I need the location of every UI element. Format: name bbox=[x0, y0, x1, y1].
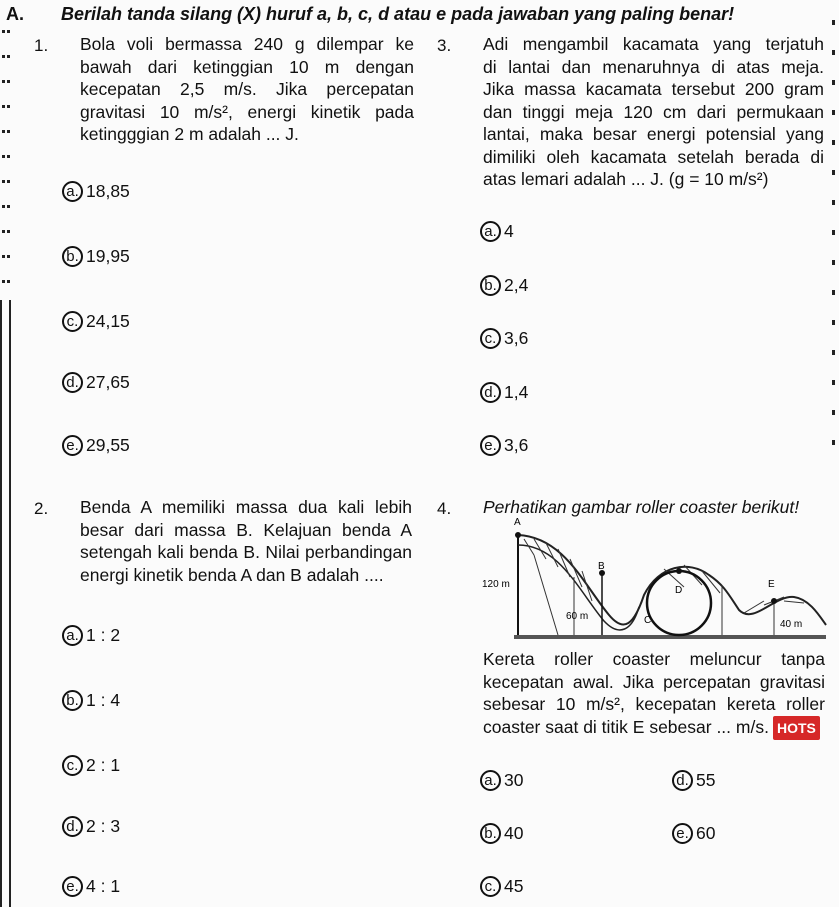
q1-option-e[interactable] bbox=[62, 435, 130, 456]
label-height-b: 60 m bbox=[566, 611, 589, 622]
q3-line: dimiliki oleh kacamata setelah berada di bbox=[483, 146, 824, 167]
option-letter-circle: a. bbox=[480, 221, 501, 242]
option-text: 3,6 bbox=[504, 435, 529, 455]
option-letter-circle: d. bbox=[480, 382, 501, 403]
q3-number: 3. bbox=[437, 36, 452, 55]
q1-option-b[interactable] bbox=[62, 246, 130, 267]
option-letter-circle: e. bbox=[62, 876, 83, 897]
label-height-a: 120 m bbox=[482, 579, 510, 590]
roller-coaster-figure bbox=[474, 515, 830, 647]
q3-option-e[interactable] bbox=[480, 435, 528, 456]
q4-option-d[interactable] bbox=[672, 770, 715, 791]
ground-line bbox=[514, 635, 826, 639]
option-letter-circle: e. bbox=[672, 823, 693, 844]
option-text: 2,4 bbox=[504, 275, 529, 295]
q1-option-c[interactable] bbox=[62, 311, 130, 332]
section-heading bbox=[6, 4, 734, 25]
q4-option-c[interactable] bbox=[480, 876, 523, 897]
q4-option-a[interactable] bbox=[480, 770, 523, 791]
q4-line: coaster saat di titik E sebesar ... m/s. HOTS bbox=[483, 716, 825, 741]
q2-option-d[interactable] bbox=[62, 816, 120, 837]
section-letter: A. bbox=[6, 4, 24, 24]
option-text: 30 bbox=[504, 770, 524, 790]
track-outer bbox=[518, 535, 826, 625]
q2-line: setengah kali benda B. Nilai perbandingan bbox=[80, 542, 412, 562]
q4-line: sebesar 10 m/s², kecepatan kereta roller bbox=[483, 694, 825, 714]
option-text: 19,95 bbox=[86, 246, 130, 266]
option-text: 4 : 1 bbox=[86, 876, 121, 896]
point-d bbox=[676, 568, 682, 574]
q1-number: 1. bbox=[34, 36, 49, 55]
loop-circle bbox=[647, 571, 711, 635]
q1-line: Bola voli bermassa 240 g dilempar ke bbox=[80, 34, 414, 54]
hots-badge: HOTS bbox=[773, 716, 820, 741]
q3-line: di lantai dan menaruhnya di atas meja. bbox=[483, 56, 824, 77]
q2-option-b[interactable] bbox=[62, 690, 120, 711]
option-text: 29,55 bbox=[86, 435, 130, 455]
option-text: 18,85 bbox=[86, 181, 130, 201]
option-letter-circle: d. bbox=[62, 816, 83, 837]
q3-line: dan tinggi meja 120 cm dari permukaan bbox=[483, 101, 824, 122]
label-a: A bbox=[514, 517, 521, 528]
q1-option-a[interactable] bbox=[62, 181, 130, 202]
point-a bbox=[515, 532, 521, 538]
option-letter-circle: d. bbox=[672, 770, 693, 791]
q3-option-a[interactable] bbox=[480, 221, 514, 242]
option-letter-circle: c. bbox=[62, 311, 83, 332]
q3-option-c[interactable] bbox=[480, 328, 528, 349]
q1-option-d[interactable] bbox=[62, 372, 130, 393]
q2-option-a[interactable] bbox=[62, 625, 120, 646]
q2-line: Benda A memiliki massa dua kali lebih bbox=[80, 497, 412, 517]
q2-number: 2. bbox=[34, 499, 49, 518]
option-letter-circle: b. bbox=[62, 690, 83, 711]
label-height-e: 40 m bbox=[780, 619, 803, 630]
q4-line: kecepatan awal. Jika percepatan gravitasi bbox=[483, 671, 825, 692]
option-text: 1 : 2 bbox=[86, 625, 121, 645]
q4-option-e[interactable] bbox=[672, 823, 715, 844]
q3-option-d[interactable] bbox=[480, 382, 528, 403]
q4-heading: Perhatikan gambar roller coaster berikut! bbox=[483, 497, 800, 517]
option-letter-circle: c. bbox=[480, 328, 501, 349]
label-b: B bbox=[598, 561, 605, 572]
option-letter-circle: c. bbox=[480, 876, 501, 897]
option-letter-circle: d. bbox=[62, 372, 83, 393]
option-text: 2 : 3 bbox=[86, 816, 121, 836]
point-e bbox=[771, 598, 777, 604]
q1-line: gravitasi 10 m/s², energi kinetik pada bbox=[80, 101, 414, 122]
option-text: 27,65 bbox=[86, 372, 130, 392]
label-d: D bbox=[675, 585, 683, 596]
q3-line: Jika massa kacamata tersebut 200 gram bbox=[483, 79, 824, 99]
option-letter-circle: b. bbox=[480, 275, 501, 296]
option-text: 24,15 bbox=[86, 311, 130, 331]
option-text: 1 : 4 bbox=[86, 690, 121, 710]
option-letter-circle: a. bbox=[62, 181, 83, 202]
q4-line: Kereta roller coaster meluncur tanpa bbox=[483, 649, 825, 669]
left-page-edge bbox=[0, 0, 12, 907]
option-text: 1,4 bbox=[504, 382, 529, 402]
option-letter-circle: e. bbox=[480, 435, 501, 456]
q2-option-c[interactable] bbox=[62, 755, 120, 776]
label-e: E bbox=[768, 579, 775, 590]
option-letter-circle: b. bbox=[480, 823, 501, 844]
q2-text bbox=[80, 496, 412, 586]
label-c: C bbox=[644, 615, 652, 626]
q1-text bbox=[80, 33, 414, 146]
option-text: 2 : 1 bbox=[86, 755, 121, 775]
q3-text bbox=[483, 33, 824, 191]
section-instruction: Berilah tanda silang (X) huruf a, b, c, d atau e pada jawaban yang paling benar! bbox=[61, 4, 735, 24]
option-text: 40 bbox=[504, 823, 524, 843]
q4-number: 4. bbox=[437, 499, 452, 518]
q4-option-b[interactable] bbox=[480, 823, 523, 844]
q3-option-b[interactable] bbox=[480, 275, 528, 296]
q4-text bbox=[483, 648, 825, 740]
q1-line: ketingggian 2 m adalah ... J. bbox=[80, 124, 299, 144]
option-text: 3,6 bbox=[504, 328, 529, 348]
q3-line: atas lemari adalah ... J. (g = 10 m/s²) bbox=[483, 169, 769, 189]
q2-line: energi kinetik benda A dan B adalah .... bbox=[80, 564, 384, 585]
option-text: 45 bbox=[504, 876, 524, 896]
q2-line: besar dari massa B. Kelajuan benda A bbox=[80, 519, 412, 540]
q2-option-e[interactable] bbox=[62, 876, 120, 897]
right-page-edge bbox=[829, 0, 839, 907]
q3-line: lantai, maka besar energi potensial yang bbox=[483, 124, 824, 144]
q3-line: Adi mengambil kacamata yang terjatuh bbox=[483, 34, 824, 54]
q1-line: kecepatan 2,5 m/s. Jika percepatan bbox=[80, 79, 414, 99]
q1-line: bawah dari ketinggian 10 m dengan bbox=[80, 56, 414, 77]
option-text: 4 bbox=[504, 221, 514, 241]
option-text: 55 bbox=[696, 770, 716, 790]
option-letter-circle: b. bbox=[62, 246, 83, 267]
option-letter-circle: e. bbox=[62, 435, 83, 456]
option-letter-circle: c. bbox=[62, 755, 83, 776]
option-text: 60 bbox=[696, 823, 716, 843]
option-letter-circle: a. bbox=[480, 770, 501, 791]
option-letter-circle: a. bbox=[62, 625, 83, 646]
